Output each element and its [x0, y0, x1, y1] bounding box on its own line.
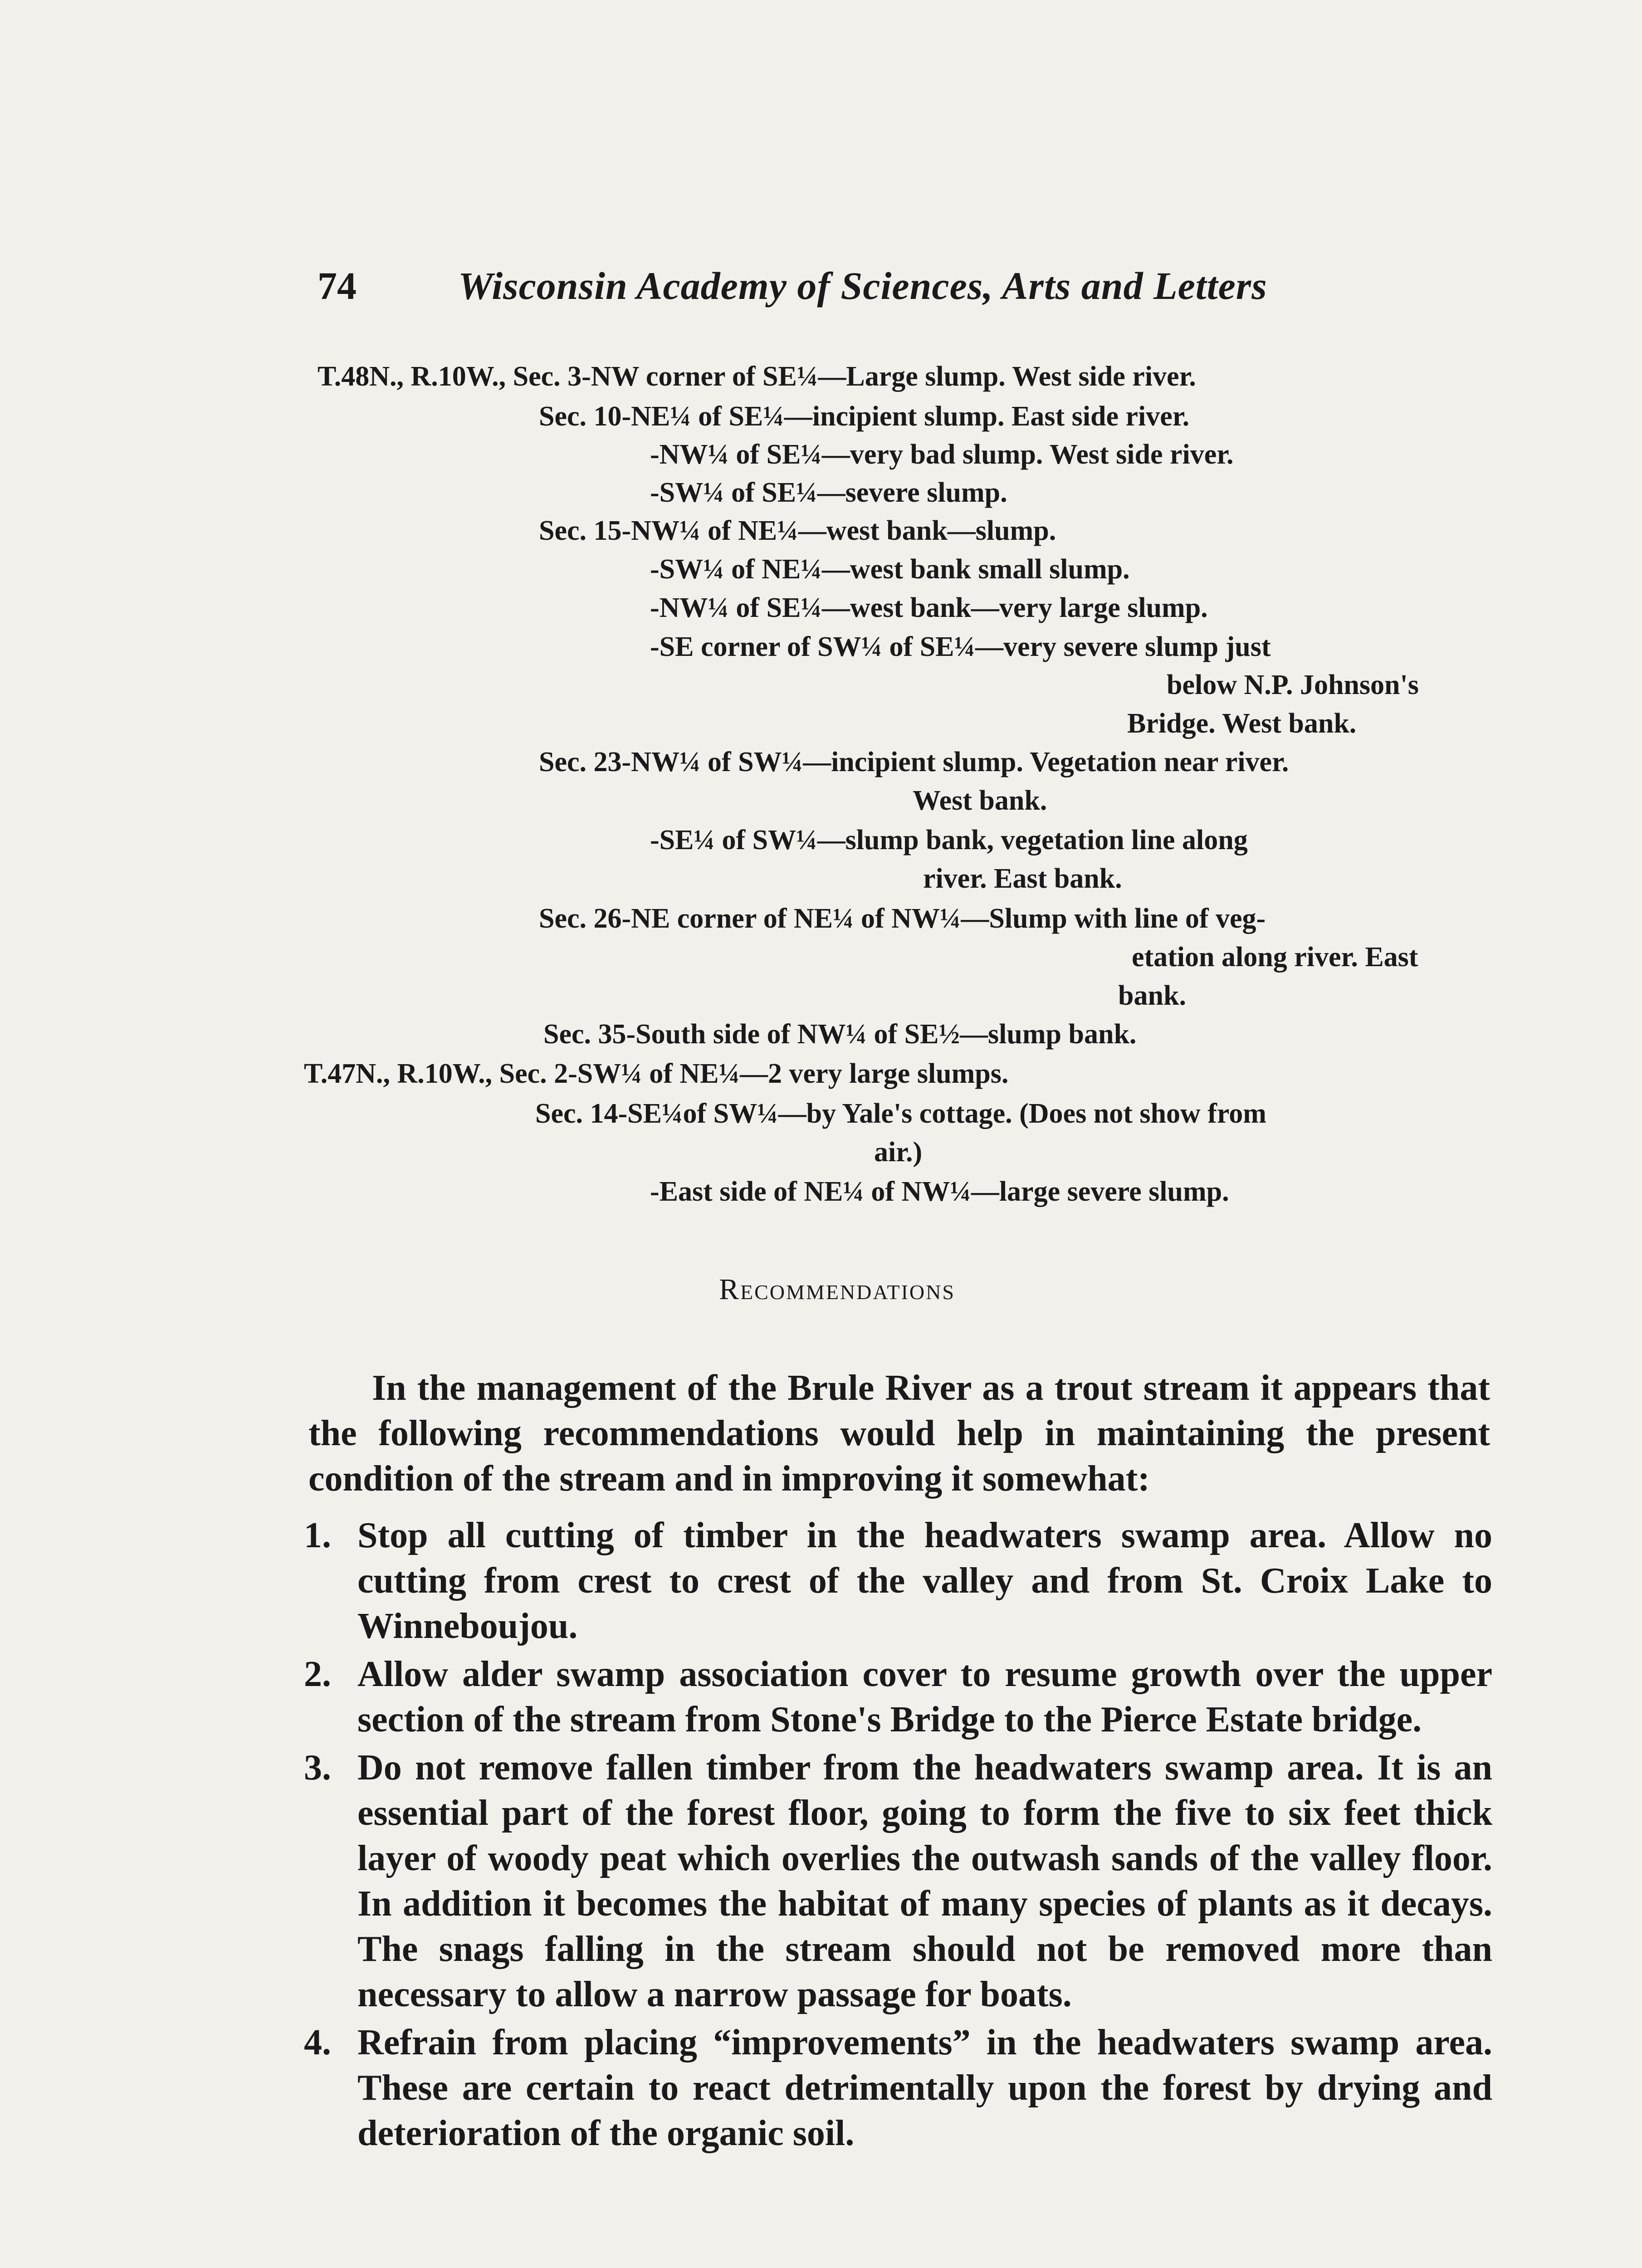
- entry-line: river. East bank.: [923, 863, 1122, 894]
- entry-line: Sec. 10-NE¼ of SE¼—incipient slump. East side river.: [539, 401, 1190, 432]
- entry-line: Sec. 26-NE corner of NE¼ of NW¼—Slump with line of veg-: [539, 903, 1266, 934]
- entry-line: Sec. 35-South side of NW¼ of SE½—slump bank.: [543, 1019, 1137, 1050]
- recommendations-heading: Recommendations: [719, 1273, 955, 1306]
- entry-line: -SE corner of SW¼ of SE¼—very severe slump just: [650, 631, 1271, 662]
- entry-line: Sec. 23-NW¼ of SW¼—incipient slump. Vegetation near river.: [539, 747, 1289, 777]
- entry-line: West bank.: [913, 785, 1047, 816]
- page-number: 74: [318, 264, 357, 308]
- recommendation-text: Stop all cutting of timber in the headwaters swamp area. Allow no cutting from crest to crest of the valley and from St. Croix Lake to Winneboujou.: [357, 1515, 1492, 1646]
- entry-line: Bridge. West bank.: [1127, 708, 1357, 739]
- recommendation-text: Allow alder swamp association cover to resume growth over the upper section of the stream from Stone's Bridge to the Pierce Estate bridge.: [357, 1654, 1492, 1740]
- recommendation-item: [304, 1745, 1492, 2017]
- entry-line: Sec. 15-NW¼ of NE¼—west bank—slump.: [539, 515, 1056, 546]
- recommendation-item: [304, 1513, 1492, 1649]
- recommendation-item: [304, 1652, 1492, 1742]
- entry-line: Sec. 14-SE¼of SW¼—by Yale's cottage. (Does not show from: [535, 1098, 1266, 1129]
- entry-line: -NW¼ of SE¼—west bank—very large slump.: [650, 592, 1208, 623]
- recommendation-text: Do not remove fallen timber from the headwaters swamp area. It is an essential part of the forest floor, going to form the five to six feet thick layer of woody peat which overlies the outwash sands of the valley floor. In addition it becomes the habitat of many species of plants as it decays. The snags falling in the stream should not be removed more than necessary to allow a narrow passage for boats.: [357, 1748, 1492, 2014]
- recommendation-number: 3.: [304, 1748, 331, 1788]
- entry-line: -SW¼ of NE¼—west bank small slump.: [650, 554, 1130, 585]
- recommendation-item: [304, 2020, 1492, 2156]
- entry-line: -NW¼ of SE¼—very bad slump. West side river.: [650, 439, 1234, 470]
- entry-line: T.48N., R.10W., Sec. 3-NW corner of SE¼—Large slump. West side river.: [318, 361, 1196, 392]
- running-head: Wisconsin Academy of Sciences, Arts and Letters: [458, 264, 1267, 308]
- recommendation-number: 1.: [304, 1515, 331, 1555]
- entry-line: -SE¼ of SW¼—slump bank, vegetation line along: [650, 825, 1248, 855]
- entry-line: below N.P. Johnson's: [1167, 670, 1419, 700]
- entry-line: etation along river. East: [1132, 942, 1418, 973]
- recommendations-list: [304, 1513, 1492, 2159]
- entry-line: -SW¼ of SE¼—severe slump.: [650, 477, 1007, 508]
- entry-line: -East side of NE¼ of NW¼—large severe slump.: [650, 1176, 1229, 1207]
- entry-line: T.47N., R.10W., Sec. 2-SW¼ of NE¼—2 very large slumps.: [304, 1058, 1009, 1089]
- recommendation-number: 4.: [304, 2023, 331, 2063]
- recommendation-number: 2.: [304, 1654, 331, 1694]
- recommendations-intro: In the management of the Brule River as a trout stream it appears that the following recommendations would help in maintaining the present condition of the stream and in improving it somewhat:: [308, 1368, 1490, 1499]
- entry-line: air.): [874, 1137, 923, 1168]
- recommendation-text: Refrain from placing “improvements” in the headwaters swamp area. These are certain to react detrimentally upon the forest by drying and deterioration of the organic soil.: [357, 2023, 1492, 2153]
- entry-line: bank.: [1118, 980, 1186, 1011]
- page-header: [318, 263, 1361, 313]
